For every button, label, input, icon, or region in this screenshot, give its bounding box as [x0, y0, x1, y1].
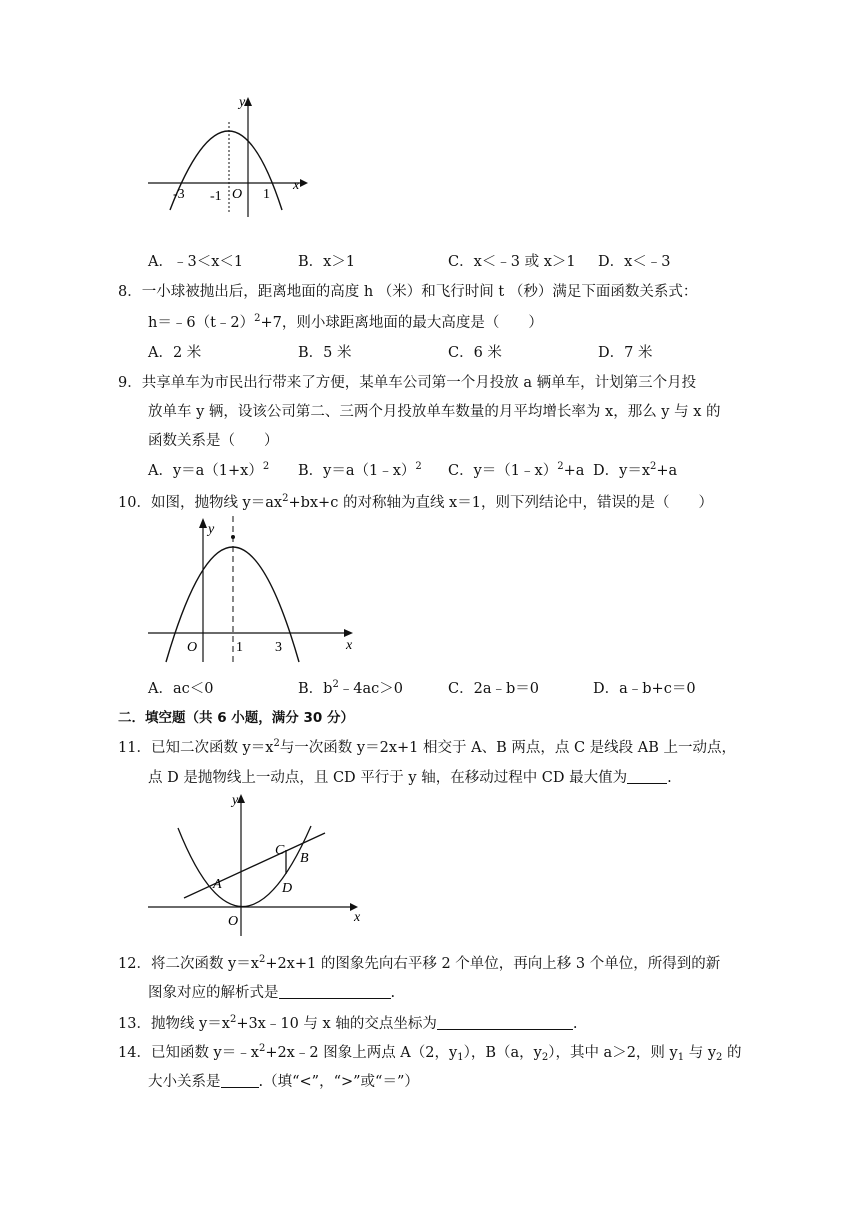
- q11-line1: 11．已知二次函数 $y=x^2$与一次函数 y＝2x+1 相交于 A、B 两点，点 C 是线段 AB 上一动点，: [118, 738, 737, 756]
- q12-line1: 12．将二次函数 $y=x^2+2x+1$ 的图象先向右平移 2 个单位，再向上移 3 个单位，所得到的新: [118, 954, 721, 972]
- q14-line1: 14．已知函数 $y=﹣x^2+2x﹣2$ 图象上两点 A（2，$y_1$），B（a，$y_2$），其中 a＞2，则 $y_1$ 与 $y_2$ 的: [118, 1043, 742, 1063]
- y-axis-arrow: [199, 518, 207, 528]
- y-label: y: [208, 522, 215, 537]
- q12-line2: 图象对应的解析式是 .: [148, 985, 396, 1001]
- q9-option-d: D．$y=x^2+a$: [593, 461, 678, 479]
- q9-option-b: B．y＝a（1﹣x）$^2$: [298, 461, 422, 479]
- x-axis-arrow: [300, 179, 308, 187]
- tick-label-1: 1: [236, 640, 243, 655]
- q7-option-d: D．x＜﹣3: [598, 254, 671, 270]
- q7-option-a: A．﹣3＜x＜1: [148, 254, 244, 270]
- x-label: x: [346, 638, 353, 653]
- q7-figure: [140, 92, 320, 222]
- point-a-label: A: [213, 877, 222, 892]
- q10-option-b: B．$b^2﹣4ac>0$: [298, 679, 404, 697]
- q12-answer-blank[interactable]: [279, 984, 391, 999]
- x-axis-arrow: [344, 629, 353, 637]
- tick-label-neg1: -1: [210, 189, 222, 204]
- q8-option-c: C．6 米: [448, 345, 502, 361]
- q8-line2: h＝﹣6（t﹣2）$^2$+7，则小球距离地面的最大高度是（ ）: [148, 313, 543, 331]
- origin-label: O: [232, 187, 243, 202]
- q10-option-c: C．2a﹣b＝0: [448, 681, 539, 697]
- q9-option-c: C．y＝（1﹣x）$^2$+a: [448, 461, 585, 479]
- q8-option-d: D．7 米: [598, 345, 653, 361]
- q8-line1: 8．一小球被抛出后，距离地面的高度 h （米）和飞行时间 t （秒）满足下面函数关系式：: [118, 284, 698, 300]
- point-b-label: B: [300, 851, 309, 866]
- q10-option-d: D．a﹣b+c＝0: [593, 681, 696, 697]
- q10-line1: 10．如图，抛物线 $y=ax^2+bx+c$ 的对称轴为直线 x＝1，则下列结论中，错误的是（ ）: [118, 493, 713, 511]
- q9-line1: 9．共享单车为市民出行带来了方便，某单车公司第一个月投放 a 辆单车，计划第三个月投: [118, 375, 697, 391]
- x-label: x: [293, 178, 300, 193]
- q7-option-b: B．x＞1: [298, 254, 356, 270]
- y-label: y: [232, 793, 239, 808]
- q14-line2: 大小关系是 .（填“<”，“>”或“＝”）: [148, 1074, 419, 1090]
- q8-option-a: A．2 米: [148, 345, 202, 361]
- q11-answer-blank[interactable]: [627, 769, 667, 784]
- q9-line2: 放单车 y 辆，设该公司第二、三两个月投放单车数量的月平均增长率为 x，那么 y 与 x 的: [148, 404, 721, 420]
- y-label: y: [239, 95, 246, 110]
- origin-label: O: [187, 640, 198, 655]
- q10-option-a: A．ac＜0: [148, 681, 214, 697]
- point-c-label: C: [275, 843, 285, 858]
- tick-label-neg3: -3: [173, 187, 185, 202]
- tick-label-3: 3: [275, 640, 282, 655]
- q8-option-b: B．5 米: [298, 345, 352, 361]
- origin-label: O: [228, 914, 239, 929]
- tick-label-1: 1: [263, 187, 270, 202]
- q11-line2: 点 D 是抛物线上一动点，且 CD 平行于 y 轴，在移动过程中 CD 最大值为 .: [148, 770, 672, 786]
- q13-line: 13．抛物线 $y=x^2+3x﹣10$ 与 x 轴的交点坐标为 .: [118, 1014, 578, 1032]
- section-heading: 二．填空题（共 6 小题，满分 30 分）: [118, 710, 354, 726]
- q13-answer-blank[interactable]: [437, 1015, 573, 1030]
- vertex-dot: [231, 535, 235, 539]
- point-d-label: D: [282, 881, 293, 896]
- q7-option-c: C．x＜﹣3 或 x＞1: [448, 254, 576, 270]
- q11-figure: [140, 786, 370, 936]
- x-label: x: [354, 910, 361, 925]
- q9-line3: 函数关系是（ ）: [148, 433, 279, 449]
- q14-answer-blank[interactable]: [221, 1073, 259, 1088]
- q10-figure: [140, 512, 365, 664]
- q9-option-a: A．$y=a(1+x)^2$: [148, 461, 270, 479]
